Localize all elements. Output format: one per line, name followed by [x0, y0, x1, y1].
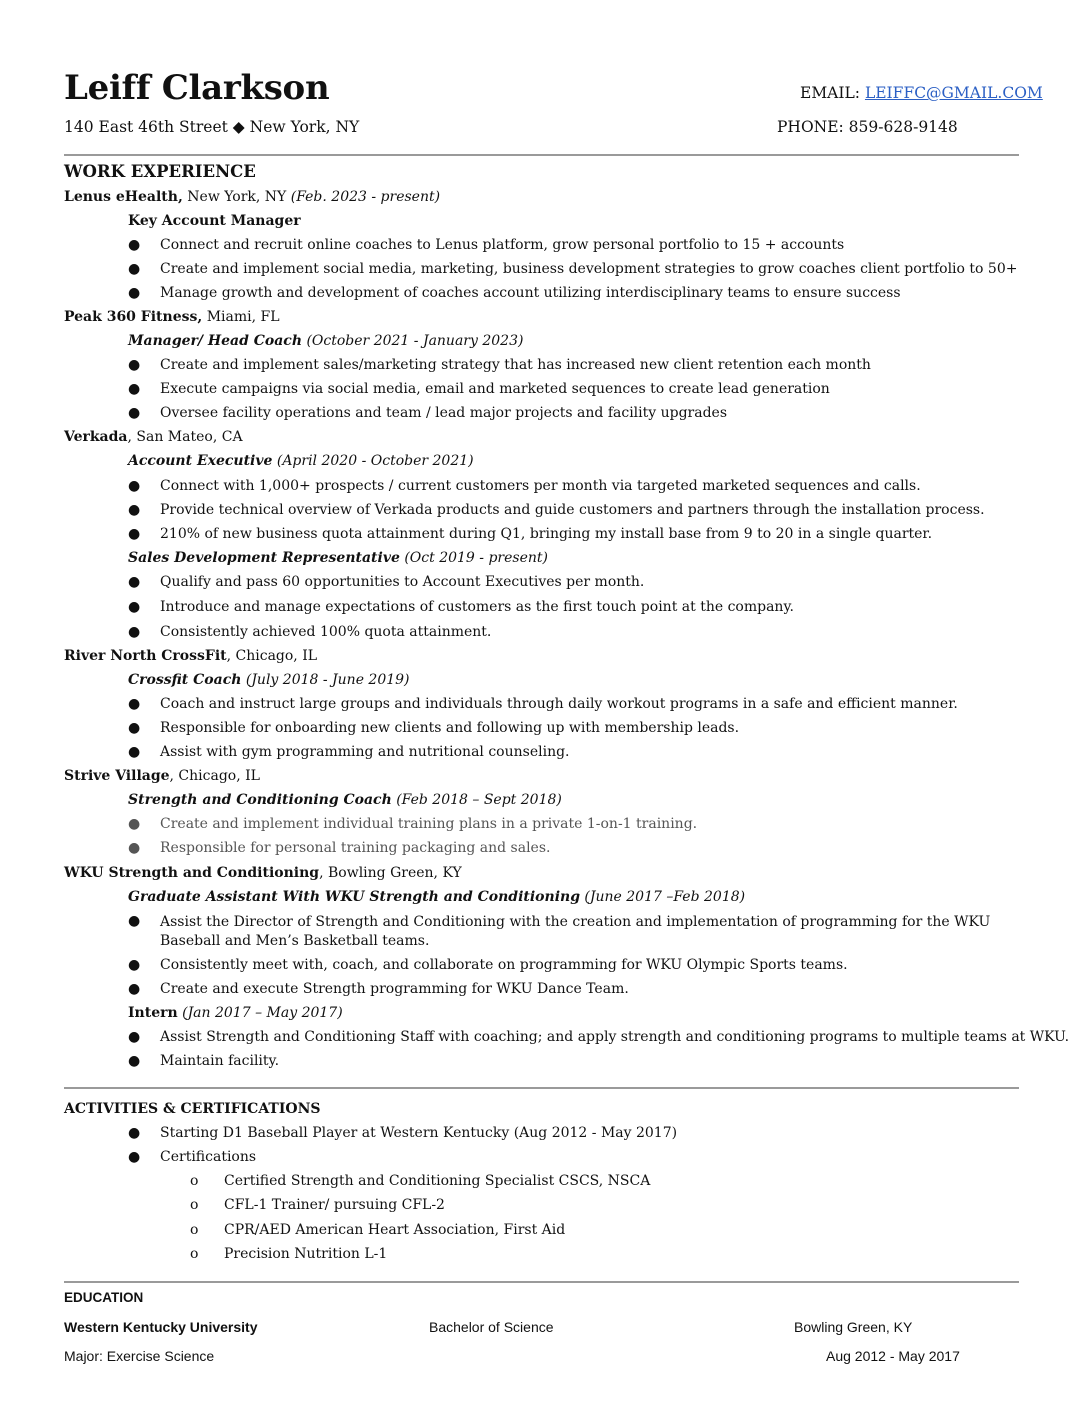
email-label: EMAIL:	[800, 84, 865, 102]
job-header	[64, 648, 317, 664]
role-title	[128, 672, 410, 688]
certification-text: Precision Nutrition L-1	[224, 1246, 388, 1262]
bullet-icon: ●	[128, 526, 141, 542]
certification-text: CFL-1 Trainer/ pursuing CFL-2	[224, 1197, 445, 1213]
job-location: New York, NY	[182, 189, 291, 205]
role-title	[128, 453, 474, 469]
role-dates: (Feb 2018 – Sept 2018)	[391, 792, 562, 808]
role-dates: (Jan 2017 – May 2017)	[177, 1005, 343, 1021]
role-dates: (June 2017 –Feb 2018)	[579, 889, 746, 905]
phone: PHONE: 859-628-9148	[777, 118, 958, 136]
circle-bullet-icon: o	[190, 1197, 199, 1213]
role-name: Key Account Manager	[128, 213, 301, 229]
bullet-text: Starting D1 Baseball Player at Western Kentucky (Aug 2012 - May 2017)	[160, 1125, 678, 1141]
bullet-text: Create and execute Strength programming for WKU Dance Team.	[160, 981, 629, 997]
role-name: Strength and Conditioning Coach	[128, 792, 392, 808]
bullet-icon: ●	[128, 405, 141, 421]
bullet-text: Execute campaigns via social media, email and marketed sequences to create lead generation	[160, 381, 830, 397]
bullet-text: Responsible for onboarding new clients and following up with membership leads.	[160, 720, 740, 736]
job-location: , Chicago, IL	[226, 648, 318, 664]
email-line	[800, 84, 1043, 102]
bullet-text: Assist the Director of Strength and Conditioning with the creation and implementation of programming for the WKU Baseball and Men’s Basketball teams.	[160, 914, 991, 949]
bullet-icon: ●	[128, 574, 141, 590]
school-location: Bowling Green, KY	[794, 1319, 913, 1335]
role-title	[128, 550, 548, 566]
bullet-text: 210% of new business quota attainment during Q1, bringing my install base from 9 to 20 in a single quarter.	[160, 526, 933, 542]
job-header	[64, 865, 462, 881]
bullet-text: Create and implement individual training plans in a private 1-on-1 training.	[160, 816, 698, 832]
bullet-icon: ●	[128, 624, 141, 640]
school-name: Western Kentucky University	[64, 1319, 258, 1335]
company-name: Verkada	[64, 429, 128, 445]
bullet-icon: ●	[128, 599, 141, 615]
bullet-icon: ●	[128, 957, 141, 973]
role-name: Sales Development Representative	[128, 550, 400, 566]
divider	[64, 1087, 1019, 1089]
role-dates: (July 2018 - June 2019)	[241, 672, 410, 688]
company-name: Strive Village	[64, 768, 170, 784]
bullet-icon: ●	[128, 744, 141, 760]
bullet-text: Qualify and pass 60 opportunities to Account Executives per month.	[160, 574, 645, 590]
role-title	[128, 792, 562, 808]
bullet-text: Connect with 1,000+ prospects / current customers per month via targeted marketed sequences and calls.	[160, 478, 921, 494]
bullet-icon: ●	[128, 261, 141, 277]
bullet-text: Maintain facility.	[160, 1053, 280, 1069]
role-dates: (October 2021 - January 2023)	[302, 333, 524, 349]
job-dates: (Feb. 2023 - present)	[290, 189, 441, 205]
job-header	[64, 429, 243, 445]
job-location: , Bowling Green, KY	[319, 865, 462, 881]
bullet-text: Assist Strength and Conditioning Staff with coaching; and apply strength and conditioning programs to multiple teams at WKU.	[160, 1029, 1070, 1045]
job-header	[64, 309, 280, 325]
role-title	[128, 333, 523, 349]
circle-bullet-icon: o	[190, 1222, 199, 1238]
section-title-activities: ACTIVITIES & CERTIFICATIONS	[64, 1101, 321, 1117]
bullet-text: Provide technical overview of Verkada products and guide customers and partners through the installation process.	[160, 502, 985, 518]
company-name: Peak 360 Fitness,	[64, 309, 203, 325]
role-title	[128, 1005, 343, 1021]
job-location: Miami, FL	[202, 309, 280, 325]
role-name: Graduate Assistant With WKU Strength and Conditioning	[128, 889, 580, 905]
bullet-text: Coach and instruct large groups and individuals through daily workout programs in a safe and efficient manner.	[160, 696, 958, 712]
bullet-text: Oversee facility operations and team / lead major projects and facility upgrades	[160, 405, 728, 421]
bullet-icon: ●	[128, 1029, 141, 1045]
bullet-icon: ●	[128, 478, 141, 494]
role-name: Crossfit Coach	[128, 672, 242, 688]
divider	[64, 1281, 1019, 1283]
role-title	[128, 213, 301, 229]
certification-text: Certified Strength and Conditioning Specialist CSCS, NSCA	[224, 1173, 651, 1189]
bullet-text: Assist with gym programming and nutritional counseling.	[160, 744, 570, 760]
degree: Bachelor of Science	[429, 1319, 554, 1335]
bullet-icon: ●	[128, 913, 141, 929]
job-location: , San Mateo, CA	[127, 429, 243, 445]
role-title	[128, 889, 745, 905]
divider	[64, 154, 1019, 156]
section-title-education: EDUCATION	[64, 1290, 144, 1305]
bullet-icon: ●	[128, 285, 141, 301]
bullet-icon: ●	[128, 696, 141, 712]
company-name: River North CrossFit	[64, 648, 227, 664]
bullet-icon: ●	[128, 357, 141, 373]
major: Major: Exercise Science	[64, 1348, 215, 1364]
bullet-text: Introduce and manage expectations of customers as the first touch point at the company.	[160, 599, 794, 615]
job-header	[64, 768, 260, 784]
role-dates: (Oct 2019 - present)	[399, 550, 548, 566]
bullet-text: Manage growth and development of coaches account utilizing interdisciplinary teams to ensure success	[160, 285, 901, 301]
role-name: Manager/ Head Coach	[128, 333, 303, 349]
company-name: WKU Strength and Conditioning	[64, 865, 320, 881]
role-name: Intern	[128, 1005, 178, 1021]
job-location: , Chicago, IL	[169, 768, 260, 784]
bullet-icon: ●	[128, 1125, 141, 1141]
bullet-text: Consistently achieved 100% quota attainment.	[160, 624, 492, 640]
bullet-icon: ●	[128, 720, 141, 736]
candidate-name: Leiff Clarkson	[64, 68, 330, 108]
education-dates: Aug 2012 - May 2017	[826, 1348, 960, 1364]
bullet-icon: ●	[128, 1053, 141, 1069]
role-dates: (April 2020 - October 2021)	[272, 453, 474, 469]
bullet-text: Create and implement social media, marketing, business development strategies to grow coaches client portfolio to 50+	[160, 261, 1018, 277]
circle-bullet-icon: o	[190, 1173, 199, 1189]
company-name: Lenus eHealth,	[64, 189, 183, 205]
circle-bullet-icon: o	[190, 1246, 199, 1262]
bullet-icon: ●	[128, 237, 141, 253]
bullet-icon: ●	[128, 502, 141, 518]
bullet-text: Consistently meet with, coach, and collaborate on programming for WKU Olympic Sports teams.	[160, 957, 848, 973]
bullet-icon: ●	[128, 381, 141, 397]
bullet-icon: ●	[128, 981, 141, 997]
bullet-text: Responsible for personal training packaging and sales.	[160, 840, 551, 856]
email-link[interactable]: LEIFFC@GMAIL.COM	[864, 84, 1043, 102]
address: 140 East 46th Street ◆ New York, NY	[64, 118, 360, 136]
job-header	[64, 189, 440, 205]
bullet-text: Connect and recruit online coaches to Lenus platform, grow personal portfolio to 15 + accounts	[160, 237, 845, 253]
bullet-icon: ●	[128, 1149, 141, 1165]
role-name: Account Executive	[128, 453, 273, 469]
section-title-work: WORK EXPERIENCE	[64, 162, 256, 181]
bullet-text: Create and implement sales/marketing strategy that has increased new client retention each month	[160, 357, 871, 373]
bullet-text: Certifications	[160, 1149, 257, 1165]
bullet-icon: ●	[128, 840, 141, 856]
certification-text: CPR/AED American Heart Association, First Aid	[224, 1222, 566, 1238]
bullet-icon: ●	[128, 816, 141, 832]
